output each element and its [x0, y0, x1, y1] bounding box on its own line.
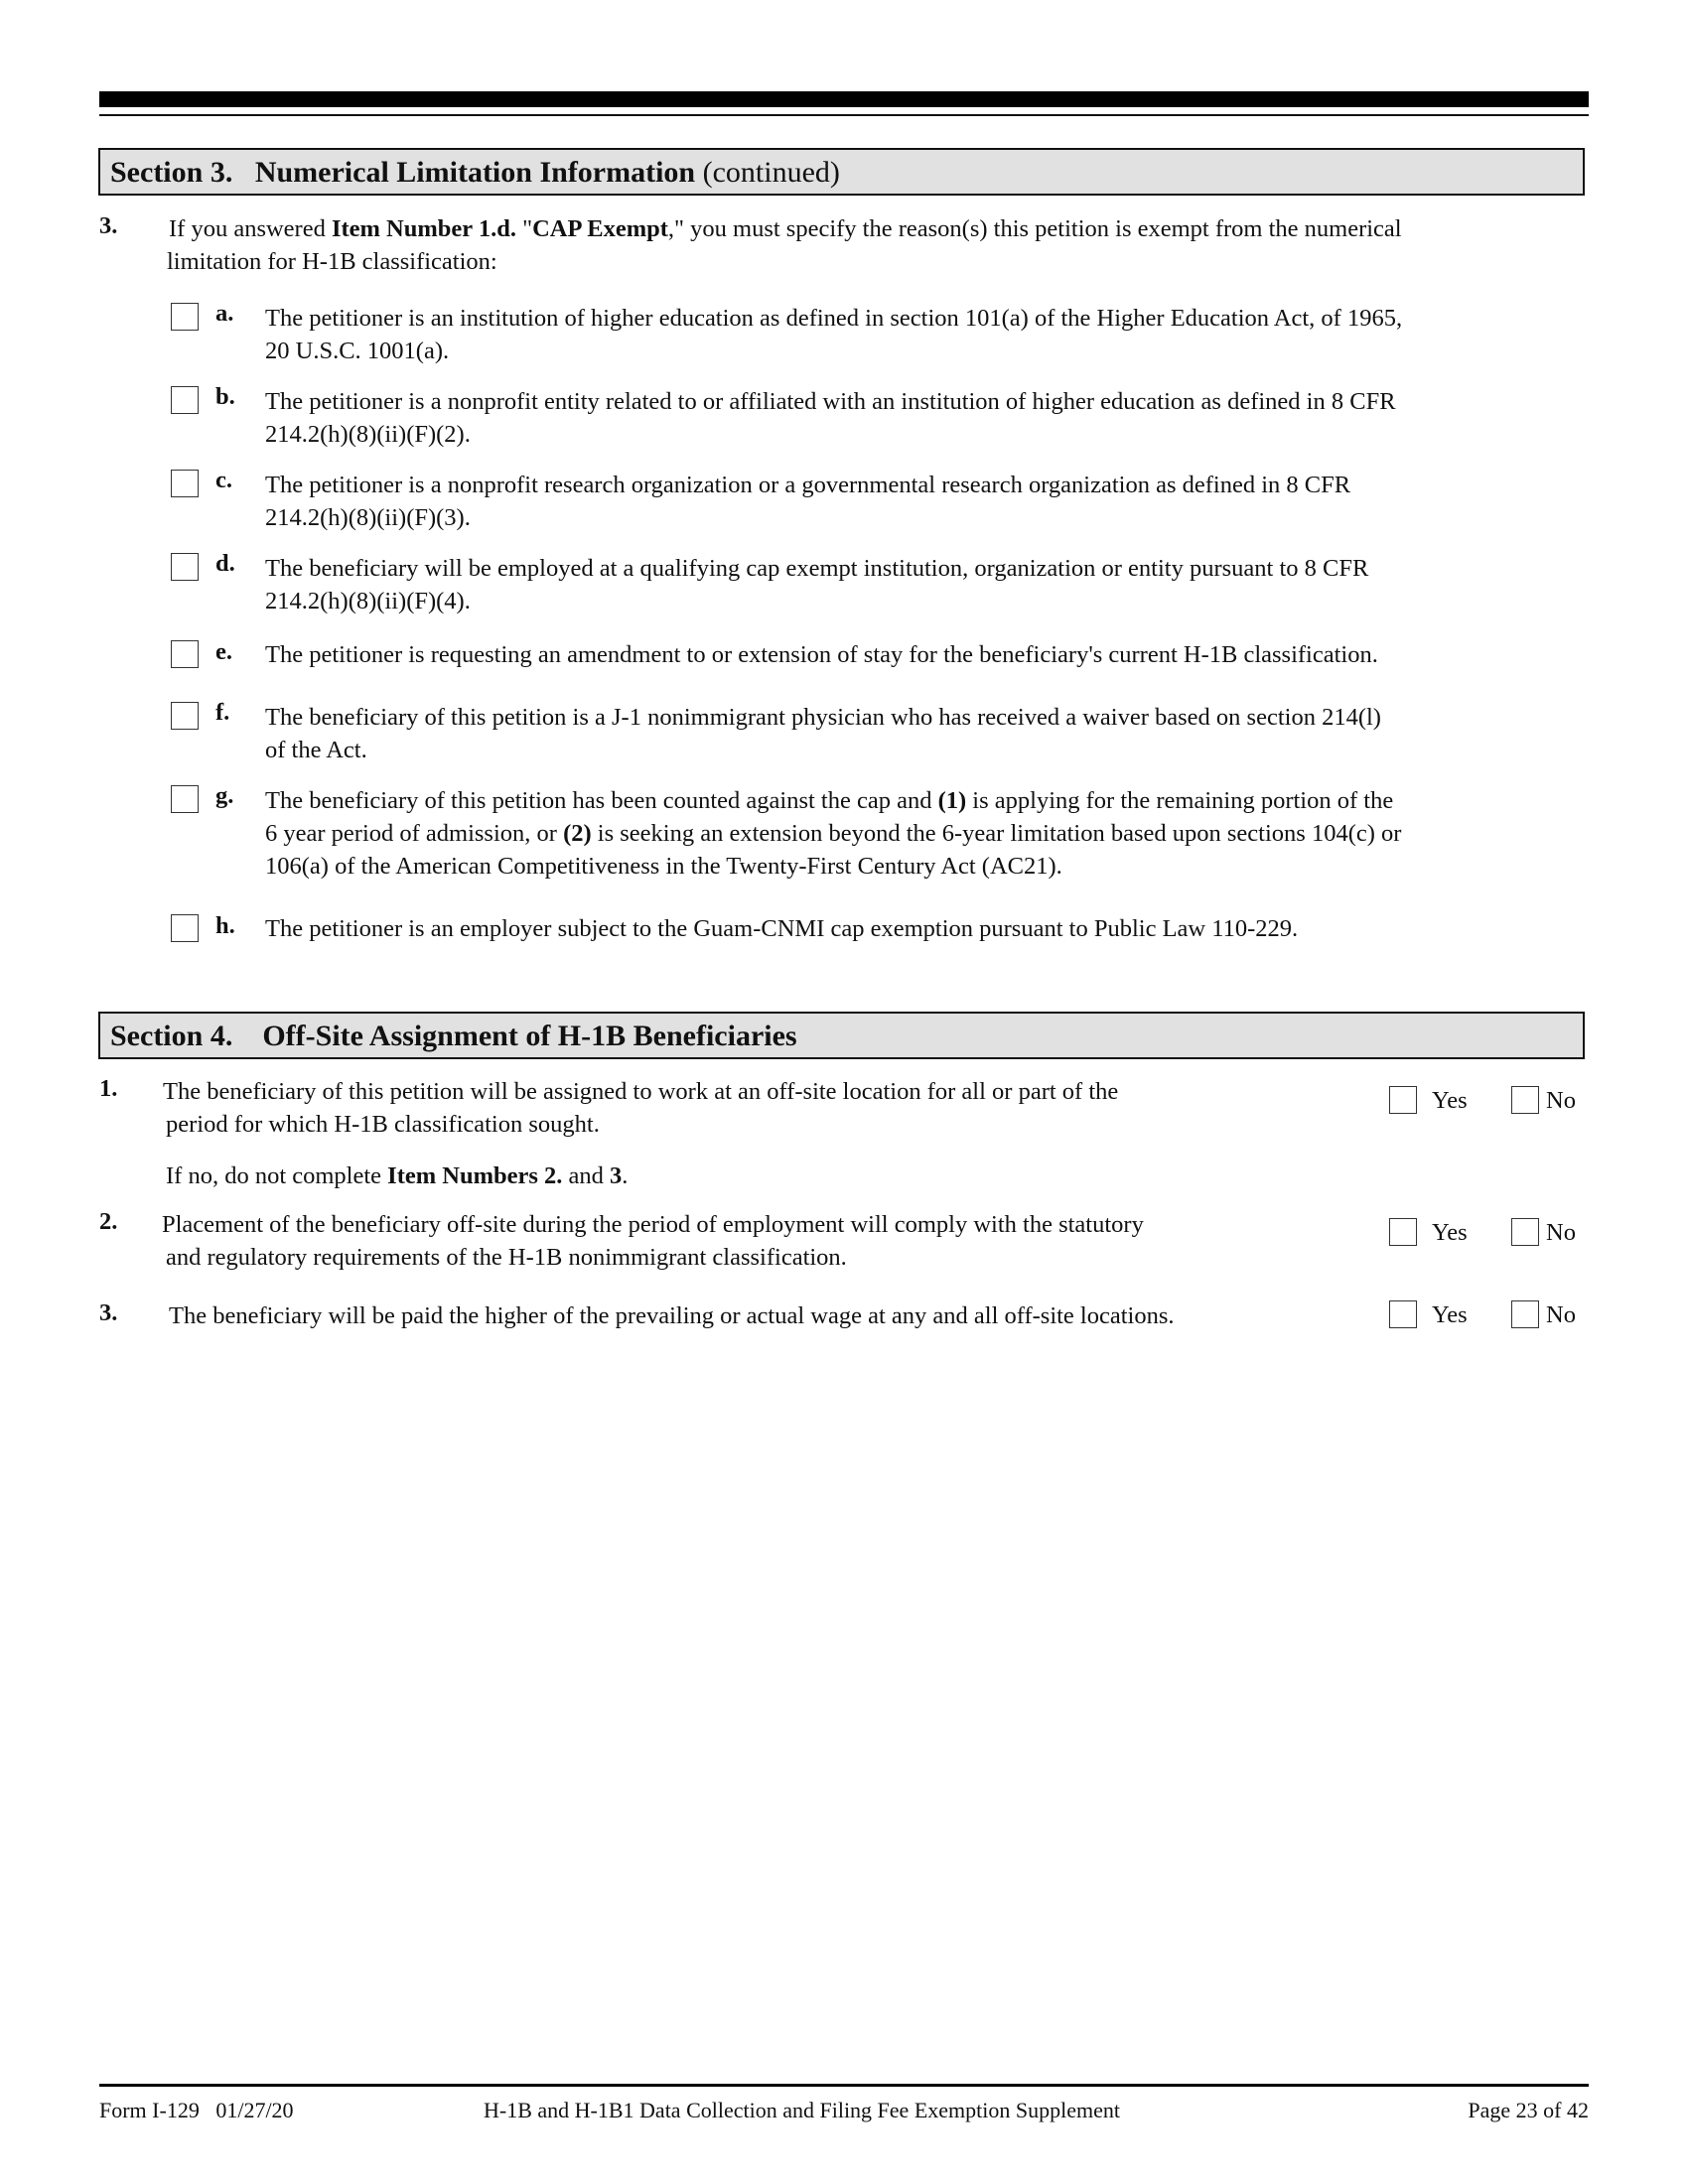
- checkbox-option-g[interactable]: [171, 785, 199, 813]
- header-thick-rule: [99, 91, 1589, 107]
- checkbox-option-b[interactable]: [171, 386, 199, 414]
- text-bold: Item Number 1.d.: [331, 215, 516, 242]
- option-letter: d.: [215, 550, 235, 577]
- checkbox-option-e[interactable]: [171, 640, 199, 668]
- yes-label: Yes: [1432, 1301, 1468, 1328]
- option-letter: f.: [215, 699, 230, 726]
- option-b-text: The petitioner is a nonprofit entity related to or affiliated with an institution of higher education as defined in 8 CFR: [265, 388, 1396, 415]
- option-d-text: The beneficiary will be employed at a qualifying cap exempt institution, organization or entity pursuant to 8 CFR: [265, 555, 1369, 582]
- section-4-title: [110, 1020, 797, 1053]
- text: The beneficiary of this petition has been counted against the cap and: [265, 787, 938, 814]
- section-number: Section 3.: [110, 156, 233, 189]
- option-g-text-line3: 106(a) of the American Competitiveness in the Twenty-First Century Act (AC21).: [265, 853, 1062, 880]
- section-title-text: Numerical Limitation Information: [254, 156, 696, 189]
- s4-item-3-no-checkbox[interactable]: [1511, 1300, 1539, 1328]
- option-g-text: [265, 784, 1393, 817]
- option-letter: g.: [215, 782, 234, 809]
- option-h-text: The petitioner is an employer subject to the Guam-CNMI cap exemption pursuant to Public Law 110-229.: [265, 915, 1299, 942]
- checkbox-option-d[interactable]: [171, 553, 199, 581]
- section-title-text: Off-Site Assignment of H-1B Beneficiaries: [262, 1020, 797, 1052]
- section-suffix: (continued): [702, 156, 840, 189]
- text-bold: Item Numbers 2.: [387, 1162, 563, 1189]
- text-bold: CAP Exempt: [532, 215, 668, 242]
- s4-item-1-text: The beneficiary of this petition will be assigned to work at an off-site location for all or part of the: [163, 1078, 1119, 1105]
- option-c-text-line2: 214.2(h)(8)(ii)(F)(3).: [265, 504, 471, 531]
- option-b-text-line2: 214.2(h)(8)(ii)(F)(2).: [265, 421, 471, 448]
- footer-title: H-1B and H-1B1 Data Collection and Filing Fee Exemption Supplement: [484, 2098, 1120, 2122]
- s4-item-2-yes-checkbox[interactable]: [1389, 1218, 1417, 1246]
- s4-note: [166, 1160, 628, 1192]
- option-c-text: The petitioner is a nonprofit research organization or a governmental research organization as defined in 8 CFR: [265, 472, 1351, 498]
- s4-item-2-text: Placement of the beneficiary off-site during the period of employment will comply with the statutory: [162, 1211, 1144, 1238]
- item-number: 3.: [99, 1299, 118, 1326]
- footer-form-id: Form I-129 01/27/20: [99, 2098, 294, 2122]
- s4-item-3-text: The beneficiary will be paid the higher of the prevailing or actual wage at any and all off-site locations.: [169, 1302, 1175, 1329]
- section-4-header: [98, 1012, 1585, 1059]
- checkbox-option-a[interactable]: [171, 303, 199, 331]
- text-bold: (1): [937, 787, 967, 814]
- s4-item-1-yes-checkbox[interactable]: [1389, 1086, 1417, 1114]
- yes-label: Yes: [1432, 1087, 1468, 1114]
- text: ": [515, 215, 533, 242]
- option-a-text: The petitioner is an institution of higher education as defined in section 101(a) of the Higher Education Act, of 1965,: [265, 305, 1403, 332]
- no-label: No: [1546, 1219, 1576, 1246]
- s4-item-1-text-line2: period for which H-1B classification sought.: [166, 1111, 600, 1138]
- option-a-text-line2: 20 U.S.C. 1001(a).: [265, 338, 450, 364]
- checkbox-option-c[interactable]: [171, 470, 199, 497]
- s4-item-2-text-line2: and regulatory requirements of the H-1B nonimmigrant classification.: [166, 1244, 847, 1271]
- text: .: [622, 1162, 629, 1189]
- text: is seeking an extension beyond the 6-year limitation based upon sections 104(c) or: [591, 820, 1402, 847]
- s4-item-2-no-checkbox[interactable]: [1511, 1218, 1539, 1246]
- option-letter: h.: [215, 912, 235, 939]
- checkbox-option-h[interactable]: [171, 914, 199, 942]
- section-3-title: [110, 156, 840, 190]
- option-d-text-line2: 214.2(h)(8)(ii)(F)(4).: [265, 588, 471, 614]
- option-letter: e.: [215, 638, 232, 665]
- section-number: Section 4.: [110, 1020, 233, 1052]
- no-label: No: [1546, 1087, 1576, 1114]
- option-e-text: The petitioner is requesting an amendment to or extension of stay for the beneficiary's current H-1B classification.: [265, 641, 1378, 668]
- option-g-text-line2: [265, 817, 1401, 850]
- text: and: [562, 1162, 611, 1189]
- text: If no, do not complete: [166, 1162, 388, 1189]
- option-letter: c.: [215, 467, 232, 493]
- option-f-text-line2: of the Act.: [265, 737, 367, 763]
- yes-label: Yes: [1432, 1219, 1468, 1246]
- item-number: 3.: [99, 212, 118, 239]
- header-thin-rule: [99, 114, 1589, 116]
- item-3-question: [169, 212, 1402, 245]
- text: If you answered: [169, 215, 332, 242]
- item-number: 2.: [99, 1208, 118, 1235]
- footer-rule: [99, 2084, 1589, 2087]
- item-3-question-line2: limitation for H-1B classification:: [167, 248, 497, 275]
- text: 6 year period of admission, or: [265, 820, 564, 847]
- footer-page-number: Page 23 of 42: [1468, 2098, 1589, 2122]
- text: is applying for the remaining portion of the: [966, 787, 1394, 814]
- text-bold: (2): [563, 820, 592, 847]
- no-label: No: [1546, 1301, 1576, 1328]
- item-number: 1.: [99, 1075, 118, 1102]
- s4-item-1-no-checkbox[interactable]: [1511, 1086, 1539, 1114]
- text: ," you must specify the reason(s) this petition is exempt from the numerical: [667, 215, 1402, 242]
- s4-item-3-yes-checkbox[interactable]: [1389, 1300, 1417, 1328]
- option-f-text: The beneficiary of this petition is a J-1 nonimmigrant physician who has received a waiver based on section 214(l): [265, 704, 1381, 731]
- text-bold: 3: [610, 1162, 623, 1189]
- option-letter: a.: [215, 300, 234, 327]
- section-3-header: [98, 148, 1585, 196]
- option-letter: b.: [215, 383, 235, 410]
- checkbox-option-f[interactable]: [171, 702, 199, 730]
